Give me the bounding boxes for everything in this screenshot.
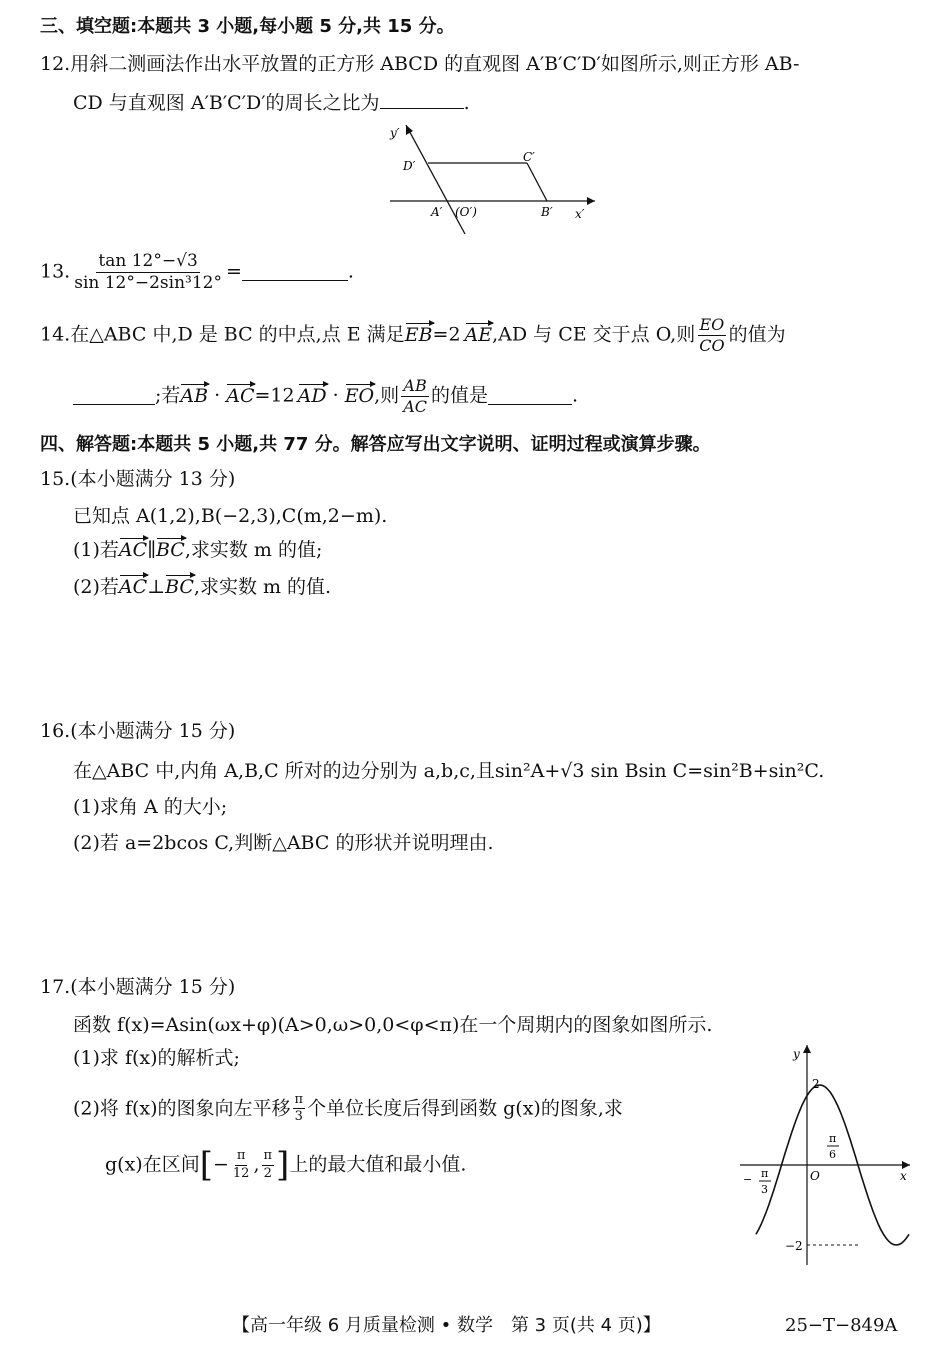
x-label: x bbox=[900, 1169, 907, 1183]
q12-text: CD 与直观图 A′B′C′D′的周长之比为 bbox=[73, 92, 380, 114]
q12-answer-blank bbox=[380, 92, 464, 109]
vector-ad: AD bbox=[297, 384, 327, 407]
q17-part2-text: (2)将 f(x)的图象向左平移 bbox=[73, 1097, 291, 1120]
q13 bbox=[40, 252, 354, 292]
q12-period: . bbox=[463, 92, 470, 114]
q17-part2-text-2: 个单位长度后得到函数 g(x)的图象,求 bbox=[307, 1097, 623, 1120]
right-bracket: ] bbox=[276, 1145, 290, 1185]
q14-text-5: ;若 bbox=[155, 384, 181, 407]
fraction-pi-over-12 bbox=[231, 1149, 252, 1181]
q13-denominator: sin 12°−2sin³12° bbox=[74, 272, 222, 293]
q14-text-4: 的值为 bbox=[728, 323, 786, 346]
max-label: 2 bbox=[812, 1077, 820, 1091]
q16-heading: 16.(本小题满分 15 分) bbox=[40, 720, 236, 742]
minus-pi3-num: π bbox=[761, 1167, 769, 1180]
zero-pi6-num: π bbox=[829, 1132, 837, 1145]
q14-line1 bbox=[40, 316, 786, 354]
parallel-symbol: ∥ bbox=[147, 539, 156, 561]
q17-text-max-min: 上的最大值和最小值. bbox=[289, 1153, 467, 1176]
side-cb bbox=[527, 163, 547, 201]
o-label: (O′) bbox=[455, 205, 477, 219]
q13-equals: = bbox=[225, 260, 242, 283]
fraction-pi-over-3 bbox=[293, 1093, 306, 1125]
fraction-denominator: CO bbox=[699, 335, 725, 355]
q15-part2-suffix: ,求实数 m 的值. bbox=[193, 576, 332, 598]
dot-operator: · bbox=[326, 384, 345, 407]
q15-part2-prefix: (2)若 bbox=[73, 576, 119, 598]
q14-period: . bbox=[572, 384, 579, 407]
q14-text-3: ,AD 与 CE 交于点 O,则 bbox=[492, 323, 696, 346]
vector-ac: AC bbox=[226, 384, 255, 407]
q14-text-7: ,则 bbox=[374, 384, 400, 407]
minus-pi3-sign: − bbox=[743, 1173, 753, 1186]
footer-title: 【高一年级 6 月质量检测 • 数学 第 3 页(共 4 页)】 bbox=[232, 1315, 661, 1336]
q12-figure bbox=[385, 118, 600, 236]
q17-text-g: g(x)在区间 bbox=[105, 1153, 200, 1176]
fraction-numerator: π bbox=[235, 1149, 248, 1165]
vector-bc: BC bbox=[155, 539, 185, 561]
fraction-denominator: 3 bbox=[294, 1109, 303, 1125]
left-bracket: [ bbox=[199, 1145, 213, 1185]
q14-line2 bbox=[73, 377, 578, 415]
fraction-numerator: π bbox=[293, 1093, 306, 1109]
q16-part1: (1)求角 A 的大小; bbox=[73, 796, 228, 818]
q13-fraction bbox=[72, 252, 224, 292]
vector-eo: EO bbox=[344, 384, 375, 407]
comma: , bbox=[253, 1153, 260, 1176]
c-label: C′ bbox=[523, 150, 535, 164]
q17-part1: (1)求 f(x)的解析式; bbox=[73, 1047, 240, 1069]
q14-text-1: 14.在△ABC 中,D 是 BC 的中点,点 E 满足 bbox=[40, 323, 405, 346]
section-4-title: 四、解答题:本题共 5 小题,共 77 分。解答应写出文字说明、证明过程或演算步骤。 bbox=[40, 434, 711, 455]
fraction-denominator: 2 bbox=[263, 1165, 272, 1181]
q15-part2 bbox=[73, 578, 331, 597]
min-label: −2 bbox=[785, 1239, 803, 1253]
q14-text-6: =12 bbox=[254, 384, 295, 407]
q15-heading: 15.(本小题满分 13 分) bbox=[40, 468, 236, 490]
zero-pi6-den: 6 bbox=[829, 1148, 836, 1161]
q14-fraction-eo-co bbox=[697, 316, 726, 354]
q16-part2: (2)若 a=2bcos C,判断△ABC 的形状并说明理由. bbox=[73, 832, 494, 854]
footer-code: 25−T−849A bbox=[785, 1315, 898, 1336]
fraction-pi-over-2 bbox=[262, 1149, 275, 1181]
q14-text-8: 的值是 bbox=[430, 384, 488, 407]
q12-line2 bbox=[73, 92, 470, 113]
minus-sign: − bbox=[212, 1153, 229, 1176]
y-axis-arrow bbox=[406, 125, 413, 135]
q15-line1: 已知点 A(1,2),B(−2,3),C(m,2−m). bbox=[73, 505, 388, 527]
dot-operator: · bbox=[208, 384, 227, 407]
y-label: y bbox=[793, 1047, 800, 1061]
b-label: B′ bbox=[541, 205, 553, 219]
vector-ac: AC bbox=[118, 576, 148, 598]
fraction-numerator: AB bbox=[403, 376, 427, 395]
q14-text-2: =2 bbox=[432, 323, 461, 346]
fraction-denominator: AC bbox=[403, 396, 427, 416]
q15-part1-prefix: (1)若 bbox=[73, 539, 119, 561]
q13-numerator: tan 12°−√3 bbox=[98, 251, 198, 271]
q13-period: . bbox=[347, 260, 354, 283]
q17-heading: 17.(本小题满分 15 分) bbox=[40, 976, 236, 998]
perpendicular-symbol: ⊥ bbox=[147, 576, 166, 598]
q13-number: 13. bbox=[40, 260, 71, 283]
a-label: A′ bbox=[431, 205, 443, 219]
q17-graph bbox=[735, 1040, 915, 1270]
x-axis-arrow bbox=[587, 197, 595, 205]
origin-label: O bbox=[810, 1169, 820, 1183]
vector-eb: EB bbox=[404, 323, 433, 346]
y-label: y′ bbox=[390, 126, 400, 140]
vector-ac: AC bbox=[118, 539, 148, 561]
q13-answer-blank bbox=[242, 264, 348, 281]
q17-interval-line bbox=[105, 1145, 467, 1185]
minus-pi3-den: 3 bbox=[761, 1183, 768, 1196]
q14-fraction-ab-ac bbox=[401, 377, 429, 415]
q14-answer-blank-1 bbox=[73, 388, 155, 405]
fraction-numerator: EO bbox=[699, 315, 725, 334]
q15-part1 bbox=[73, 541, 322, 560]
q14-answer-blank-2 bbox=[488, 388, 572, 405]
x-label: x′ bbox=[575, 207, 585, 221]
q15-part1-suffix: ,求实数 m 的值; bbox=[184, 539, 323, 561]
q17-line1: 函数 f(x)=Asin(ωx+φ)(A>0,ω>0,0<φ<π)在一个周期内的图象如图所示. bbox=[73, 1014, 713, 1036]
fraction-numerator: π bbox=[262, 1149, 275, 1165]
vector-ae: AE bbox=[464, 323, 493, 346]
q12-line1: 12.用斜二测画法作出水平放置的正方形 ABCD 的直观图 A′B′C′D′如图所示,则正方形 AB- bbox=[40, 53, 800, 75]
section-3-title: 三、填空题:本题共 3 小题,每小题 5 分,共 15 分。 bbox=[40, 16, 455, 37]
vector-bc: BC bbox=[165, 576, 194, 598]
q17-part2 bbox=[73, 1093, 623, 1125]
q16-line1: 在△ABC 中,内角 A,B,C 所对的边分别为 a,b,c,且sin²A+√3 sin Bsin C=sin²B+sin²C. bbox=[73, 760, 825, 782]
vector-ab: AB bbox=[180, 384, 209, 407]
d-label: D′ bbox=[403, 159, 416, 173]
x-axis-arrow bbox=[902, 1161, 910, 1169]
fraction-denominator: 12 bbox=[232, 1165, 250, 1181]
y-axis-arrow bbox=[803, 1045, 811, 1053]
